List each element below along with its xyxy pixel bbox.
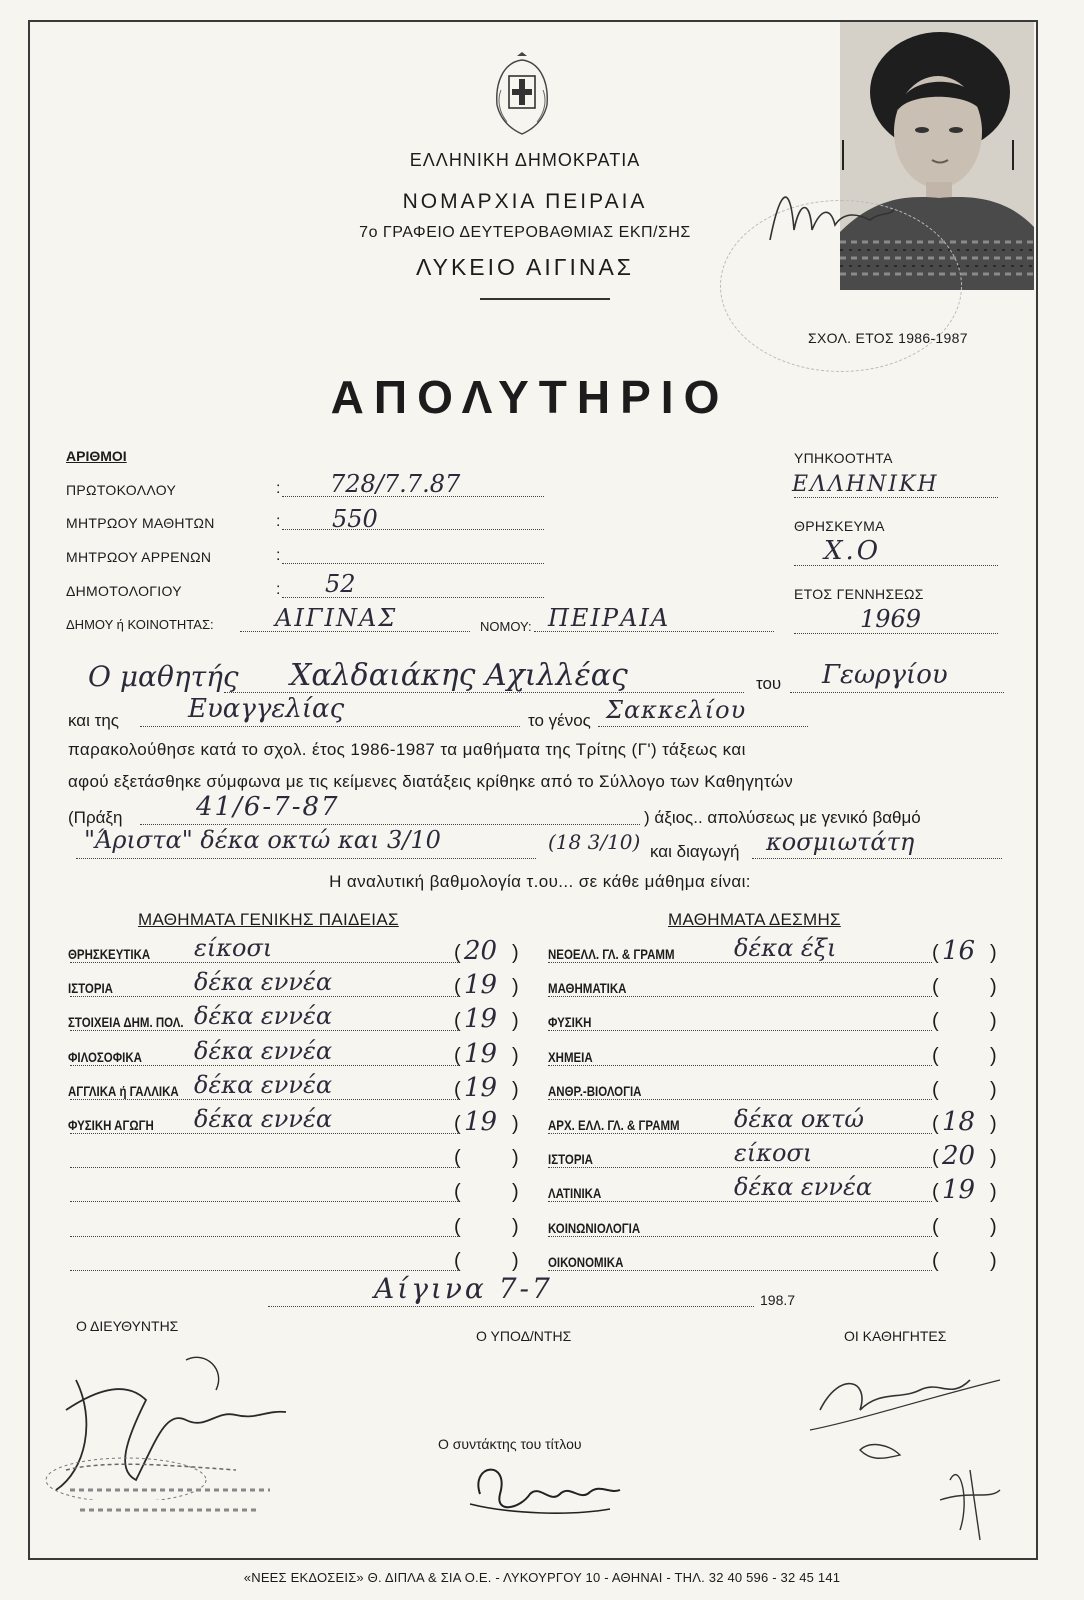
paren-open: ( bbox=[454, 942, 461, 964]
subject-name: ΑΡΧ. ΕΛΛ. ΓΛ. & ΓΡΑΜΜ bbox=[548, 1117, 680, 1133]
subject-grade-words: δέκα εννέα bbox=[194, 1002, 333, 1031]
paren-open: ( bbox=[932, 1113, 939, 1135]
body-line-1: παρακολούθησε κατά το σχολ. έτος 1986-1987 τα μαθήματα της Τρίτης (Γ') τάξεως και bbox=[68, 740, 746, 759]
subject-name: ΑΝΘΡ.-ΒΙΟΛΟΓΙΑ bbox=[548, 1082, 642, 1099]
subject-name: ΦΥΣΙΚΗ ΑΓΩΓΗ bbox=[68, 1117, 154, 1133]
subject-dots bbox=[70, 996, 460, 997]
paren-open: ( bbox=[932, 1078, 939, 1101]
photo-mark-right bbox=[1012, 140, 1014, 170]
prefecture-value: ΠΕΙΡΑΙΑ bbox=[548, 604, 671, 632]
subject-name: ΦΥΣΙΚΗ bbox=[548, 1014, 592, 1031]
paren-open: ( bbox=[454, 1044, 461, 1067]
teachers-label: ΟΙ ΚΑΘΗΓΗΤΕΣ bbox=[844, 1328, 947, 1344]
subject-dots bbox=[70, 1030, 460, 1031]
birth-year-label: ΕΤΟΣ ΓΕΝΝΗΣΕΩΣ bbox=[794, 586, 924, 602]
paren-open: ( bbox=[454, 1181, 461, 1204]
subject-dots bbox=[70, 1099, 460, 1100]
paren-open: ( bbox=[932, 1147, 939, 1170]
paren-open: ( bbox=[932, 1215, 939, 1238]
male-registry-dots bbox=[282, 563, 544, 564]
subject-dots bbox=[70, 1065, 460, 1066]
subject-grade-words: δέκα εννέα bbox=[194, 1105, 333, 1133]
subject-name: ΧΗΜΕΙΑ bbox=[548, 1048, 593, 1065]
father-dots bbox=[790, 692, 1004, 693]
bundle-subjects-heading: ΜΑΘΗΜΑΤΑ ΔΕΣΜΗΣ bbox=[668, 910, 841, 929]
paren-close: ) bbox=[512, 1010, 519, 1033]
subject-dots bbox=[548, 1099, 932, 1100]
paren-open: ( bbox=[454, 1249, 461, 1272]
subject-grade-words: είκοσι bbox=[194, 934, 273, 962]
paren-close: ) bbox=[990, 1181, 997, 1204]
prefecture-label: ΝΟΜΟΥ: bbox=[480, 619, 532, 634]
conduct-value: κοσμιωτάτη bbox=[766, 828, 915, 856]
subject-dots bbox=[70, 1167, 460, 1168]
paren-open: ( bbox=[454, 1010, 461, 1033]
municipal-registry-dots bbox=[282, 597, 544, 598]
paren-close: ) bbox=[990, 1044, 997, 1067]
author-label: Ο συντάκτης του τίτλου bbox=[438, 1436, 582, 1452]
paren-close: ) bbox=[512, 1113, 519, 1135]
act-value: 41/6-7-87 bbox=[196, 792, 340, 822]
student-registry-dots bbox=[282, 529, 544, 530]
photo-signature bbox=[760, 170, 900, 260]
student-registry-label: ΜΗΤΡΩΟΥ ΜΑΘΗΤΩΝ bbox=[66, 515, 215, 531]
director-label: Ο ΔΙΕΥΘΥΝΤΗΣ bbox=[76, 1318, 179, 1334]
paren-close: ) bbox=[512, 1078, 519, 1101]
subject-dots bbox=[70, 1236, 460, 1237]
subject-dots bbox=[70, 1133, 460, 1134]
conduct-dots bbox=[752, 858, 1002, 859]
mother-label: και της bbox=[68, 711, 119, 730]
subject-name: ΘΡΗΣΚΕΥΤΙΚΑ bbox=[68, 946, 151, 962]
subject-grade: 18 bbox=[942, 1107, 976, 1137]
subject-grade: 19 bbox=[942, 1175, 976, 1206]
paren-close: ) bbox=[990, 1249, 997, 1272]
paren-close: ) bbox=[990, 942, 997, 964]
subject-dots bbox=[548, 1201, 932, 1202]
publisher-footer: «ΝΕΕΣ ΕΚΔΟΣΕΙΣ» Θ. ΔΙΠΛΑ & ΣΙΑ Ο.Ε. - ΛΥΚΟΥΡΓΟΥ 10 - ΑΘΗΝΑΙ - ΤΗΛ. 32 40 596 - 32 45 141 bbox=[243, 1570, 841, 1585]
father-name: Γεωργίου bbox=[822, 660, 948, 690]
republic-heading: ΕΛΛΗΝΙΚΗ ΔΗΜΟΚΡΑΤΙΑ bbox=[409, 150, 641, 170]
paren-open: ( bbox=[454, 1078, 461, 1101]
subject-grade: 20 bbox=[464, 936, 498, 966]
paren-close: ) bbox=[990, 1215, 997, 1238]
subject-name: ΚΟΙΝΩΝΙΟΛΟΓΙΑ bbox=[548, 1219, 641, 1236]
subject-grade-words: δέκα έξι bbox=[734, 934, 837, 962]
school-year-label: ΣΧΟΛ. ΕΤΟΣ 1986-1987 bbox=[808, 330, 968, 346]
citizenship-label: ΥΠΗΚΟΟΤΗΤΑ bbox=[794, 450, 893, 466]
paren-open: ( bbox=[454, 1215, 461, 1238]
subject-grade: 19 bbox=[464, 1004, 498, 1035]
paren-close: ) bbox=[512, 1181, 519, 1204]
deputy-label: Ο ΥΠΟΔ/ΝΤΗΣ bbox=[476, 1328, 572, 1344]
subject-grade: 16 bbox=[942, 936, 976, 966]
municipality-label: ΔΗΜΟΥ ή ΚΟΙΝΟΤΗΤΑΣ: bbox=[66, 617, 214, 632]
paren-close: ) bbox=[990, 1113, 997, 1135]
student-name: Χαλδαιάκης Αχιλλέας bbox=[290, 658, 628, 693]
mother-dots bbox=[140, 726, 520, 727]
date-year: 198.7 bbox=[760, 1292, 796, 1308]
paren-close: ) bbox=[990, 1010, 997, 1033]
subject-dots bbox=[548, 1030, 932, 1031]
paren-open: ( bbox=[932, 1249, 939, 1272]
body-line-2: αφού εξετάσθηκε σύμφωνα με τις κείμενες διατάξεις κρίθηκε από το Σύλλογο των Καθηγητών bbox=[68, 772, 794, 791]
paren-open: ( bbox=[932, 1044, 939, 1067]
subject-name: ΙΣΤΟΡΙΑ bbox=[68, 980, 113, 997]
general-grade-number: (18 3/10) bbox=[548, 830, 641, 854]
maiden-label: το γένος bbox=[528, 711, 591, 730]
protocol-value: 728/7.7.87 bbox=[330, 470, 461, 498]
subject-dots bbox=[548, 1167, 932, 1168]
subject-dots bbox=[70, 962, 460, 963]
subject-grade-words: δέκα εννέα bbox=[194, 1036, 333, 1065]
paren-open: ( bbox=[932, 942, 939, 964]
subject-grade-words: δέκα εννέα bbox=[194, 1070, 333, 1099]
subject-grade: 20 bbox=[942, 1141, 976, 1172]
teachers-signatures bbox=[800, 1350, 1030, 1550]
subject-name: ΟΙΚΟΝΟΜΙΚΑ bbox=[548, 1253, 624, 1270]
conduct-label: και διαγωγή bbox=[650, 842, 740, 861]
act-label: (Πράξη bbox=[68, 808, 123, 827]
student-prefix: Ο μαθητής bbox=[88, 660, 239, 693]
subject-grade: 19 bbox=[464, 1072, 498, 1103]
subject-dots bbox=[548, 996, 932, 997]
paren-close: ) bbox=[512, 976, 519, 999]
subject-dots bbox=[548, 1065, 932, 1066]
subject-grade-words: είκοσι bbox=[734, 1139, 813, 1168]
student-registry-value: 550 bbox=[332, 505, 378, 533]
subject-grade-words: δέκα οκτώ bbox=[734, 1105, 864, 1133]
prefecture-heading: ΝΟΜΑΡΧΙΑ ΠΕΙΡΑΙΑ bbox=[402, 190, 648, 213]
religion-value: Χ.Ο bbox=[824, 536, 882, 566]
paren-close: ) bbox=[512, 1215, 519, 1238]
photo-mark-left bbox=[842, 140, 844, 170]
faded-stamp bbox=[60, 1470, 280, 1530]
municipal-registry-label: ΔΗΜΟΤΟΛΟΓΙΟΥ bbox=[66, 583, 182, 599]
subject-name: ΣΤΟΙΧΕΙΑ ΔΗΜ. ΠΟΛ. bbox=[68, 1014, 184, 1031]
paren-open: ( bbox=[932, 1010, 939, 1033]
act-dots bbox=[140, 824, 640, 825]
header-rule bbox=[480, 298, 610, 300]
subject-grade: 19 bbox=[464, 1038, 498, 1069]
subject-name: ΦΙΛΟΣΟΦΙΚΑ bbox=[68, 1048, 142, 1065]
subject-dots bbox=[548, 962, 932, 963]
subject-dots bbox=[548, 1270, 932, 1271]
paren-close: ) bbox=[512, 942, 519, 964]
birth-year-dots bbox=[794, 633, 998, 634]
office-heading: 7ο ΓΡΑΦΕΙΟ ΔΕΥΤΕΡΟΒΑΘΜΙΑΣ ΕΚΠ/ΣΗΣ bbox=[359, 224, 691, 241]
date-dots bbox=[268, 1306, 754, 1307]
paren-close: ) bbox=[990, 1078, 997, 1101]
frame-bottom bbox=[28, 1558, 1038, 1560]
protocol-label: ΠΡΩΤΟΚΟΛΛΟΥ bbox=[66, 482, 177, 498]
paren-open: ( bbox=[454, 1147, 461, 1170]
author-signature bbox=[460, 1454, 630, 1524]
subject-dots bbox=[70, 1270, 460, 1271]
general-grade-dots bbox=[76, 858, 536, 859]
paren-close: ) bbox=[990, 976, 997, 999]
subject-name: ΑΓΓΛΙΚΑ ή ΓΑΛΛΙΚΑ bbox=[68, 1082, 179, 1099]
subject-grade-words: δέκα εννέα bbox=[734, 1173, 873, 1202]
subject-name: ΛΑΤΙΝΙΚΑ bbox=[548, 1185, 602, 1202]
father-label: του bbox=[756, 674, 782, 693]
maiden-dots bbox=[598, 726, 808, 727]
subject-grade: 19 bbox=[464, 1107, 498, 1137]
frame-left bbox=[28, 20, 30, 1560]
subject-dots bbox=[548, 1236, 932, 1237]
paren-close: ) bbox=[512, 1249, 519, 1272]
certificate-sheet: ΕΛΛΗΝΙΚΗ ΔΗΜΟΚΡΑΤΙΑ ΝΟΜΑΡΧΙΑ ΠΕΙΡΑΙΑ 7ο ΓΡΑΦΕΙΟ ΔΕΥΤΕΡΟΒΑΘΜΙΑΣ ΕΚΠ/ΣΗΣ ΛΥΚΕΙΟ ΑΙΓΙΝΑΣ ΣΧΟΛ. ΕΤΟΣ 1986-1987 ΑΠΟΛΥΤΗΡΙΟ ΑΡΙΘΜΟΙ ΠΡΩΤΟΚΟΛΛΟΥ : 728/7.7.87 ΜΗΤΡΩΟΥ ΜΑΘΗΤΩΝ : 550 ΜΗΤΡΩΟΥ ΑΡΡΕΝΩΝ : ΔΗΜΟΤΟΛΟΓΙΟΥ : 52 ΔΗΜΟΥ ή ΚΟΙΝΟΤΗΤΑΣ: ΑΙΓΙΝΑΣ ΝΟΜΟΥ: ΠΕΙΡΑΙΑ ΥΠΗΚΟΟΤΗΤΑ ΕΛΛΗΝΙΚΗ ΘΡΗΣΚΕΥΜΑ Χ.Ο ΕΤΟΣ ΓΕΝΝΗΣΕΩΣ 1969 Ο μαθητής Χαλδαιάκης Αχιλλέας του Γεωργίου και της Ευαγγελίας το γένος Σακκελίου παρακολούθησε κατά το σχολ. έτος 1986-1987 τα μαθήματα της Τρίτης (Γ') τάξεως και αφού εξετάσθηκε σύμφωνα με τις κείμενες διατάξεις κρίθηκε από το Σύλλογο των Καθηγητών (Πράξη 41/6-7-87 ) άξιος.. απολύσεως με γενικό βαθμό "Άριστα" δέκα οκτώ και 3/10 (18 3/10) και διαγωγή κοσμιωτάτη Η αναλυτική βαθμολογία τ.ου... σε κάθε μάθημα είναι: ΜΑΘΗΜΑΤΑ ΓΕΝΙΚΗΣ ΠΑΙΔΕΙΑΣ ΜΑΘΗΜΑΤΑ ΔΕΣΜΗΣ ΘΡΗΣΚΕΥΤΙΚΑ είκοσι ( 20 ) ΙΣΤΟΡΙΑ δέκα εννέα ( 19 ) ΣΤΟΙΧΕΙΑ ΔΗΜ. ΠΟΛ. δέκα εννέα ( 19 ) ΦΙΛΟΣΟΦΙΚΑ δέκα εννέα ( 19 ) ΑΓΓΛΙΚΑ ή ΓΑΛΛΙΚΑ δέκα εννέα ( 19 ) ΦΥΣΙΚΗ ΑΓΩΓΗ δέκα εννέα ( 19 ) ( ) ( ) ( ) ( ) ΝΕΟΕΛΛ. ΓΛ. & ΓΡΑΜΜ δέκα έξι ( 16 ) ΜΑΘΗΜΑΤΙΚΑ ( ) ΦΥΣΙΚΗ ( ) ΧΗΜΕΙΑ ( ) ΑΝΘΡ.-ΒΙΟΛΟΓΙΑ ( ) ΑΡΧ. ΕΛΛ. ΓΛ. & ΓΡΑΜΜ δέκα οκτώ ( 18 ) ΙΣΤΟΡΙΑ είκοσι ( 20 ) ΛΑΤΙΝΙΚΑ δέκα εννέα ( 19 ) ΚΟΙΝΩΝΙΟΛΟΓΙΑ ( ) ΟΙΚΟΝΟΜΙΚΑ ( ) Αίγινα 7-7 198.7 Ο ΔΙΕΥΘΥΝΤΗΣ Ο ΥΠΟΔ/ΝΤΗΣ ΟΙ ΚΑΘΗΓΗΤΕΣ Ο συντάκτης του τίτλου «ΝΕΕΣ ΕΚΔΟΣΕΙΣ» Θ. ΔΙΠΛΑ & ΣΙΑ Ο.Ε. - ΛΥΚΟΥΡΓΟΥ 10 - ΑΘΗΝΑΙ - ΤΗΛ. 32 40 596 - 32 45 141 bbox=[0, 0, 1084, 1600]
subject-name: ΜΑΘΗΜΑΤΙΚΑ bbox=[548, 980, 627, 997]
paren-open: ( bbox=[454, 976, 461, 999]
school-heading: ΛΥΚΕΙΟ ΑΙΓΙΝΑΣ bbox=[415, 254, 635, 280]
numbers-heading: ΑΡΙΘΜΟΙ bbox=[66, 448, 127, 464]
frame-right bbox=[1036, 20, 1038, 1560]
subject-name: ΝΕΟΕΛΛ. ΓΛ. & ΓΡΑΜΜ bbox=[548, 946, 675, 962]
general-subjects-heading: ΜΑΘΗΜΑΤΑ ΓΕΝΙΚΗΣ ΠΑΙΔΕΙΑΣ bbox=[138, 910, 399, 929]
subject-name: ΙΣΤΟΡΙΑ bbox=[548, 1151, 593, 1168]
subject-dots bbox=[548, 1133, 932, 1134]
subject-grade-words: δέκα εννέα bbox=[194, 968, 333, 997]
worthy-text: ) άξιος.. απολύσεως με γενικό βαθμό bbox=[644, 808, 921, 827]
subject-dots bbox=[70, 1201, 460, 1202]
subject-grade: 19 bbox=[464, 970, 498, 1001]
paren-open: ( bbox=[932, 1181, 939, 1204]
paren-close: ) bbox=[512, 1044, 519, 1067]
paren-close: ) bbox=[512, 1147, 519, 1170]
municipality-value: ΑΙΓΙΝΑΣ bbox=[275, 604, 398, 632]
religion-label: ΘΡΗΣΚΕΥΜΑ bbox=[794, 518, 885, 534]
male-registry-label: ΜΗΤΡΩΟΥ ΑΡΡΕΝΩΝ bbox=[66, 549, 212, 565]
citizenship-value: ΕΛΛΗΝΙΚΗ bbox=[792, 472, 939, 497]
paren-close: ) bbox=[990, 1147, 997, 1170]
paren-open: ( bbox=[454, 1113, 461, 1135]
citizenship-dots bbox=[794, 497, 998, 498]
coat-of-arms-icon bbox=[487, 50, 557, 140]
analytic-line: Η αναλυτική βαθμολογία τ.ου... σε κάθε μάθημα είναι: bbox=[329, 872, 751, 891]
general-grade: "Άριστα" δέκα οκτώ και 3/10 bbox=[84, 826, 441, 854]
place-date: Αίγινα 7-7 bbox=[374, 1272, 553, 1305]
document-title: ΑΠΟΛΥΤΗΡΙΟ bbox=[330, 371, 730, 423]
birth-year-value: 1969 bbox=[860, 605, 922, 633]
mother-name: Ευαγγελίας bbox=[188, 694, 345, 724]
paren-open: ( bbox=[932, 976, 939, 999]
maiden-name: Σακκελίου bbox=[606, 696, 747, 724]
municipal-registry-value: 52 bbox=[325, 570, 356, 598]
